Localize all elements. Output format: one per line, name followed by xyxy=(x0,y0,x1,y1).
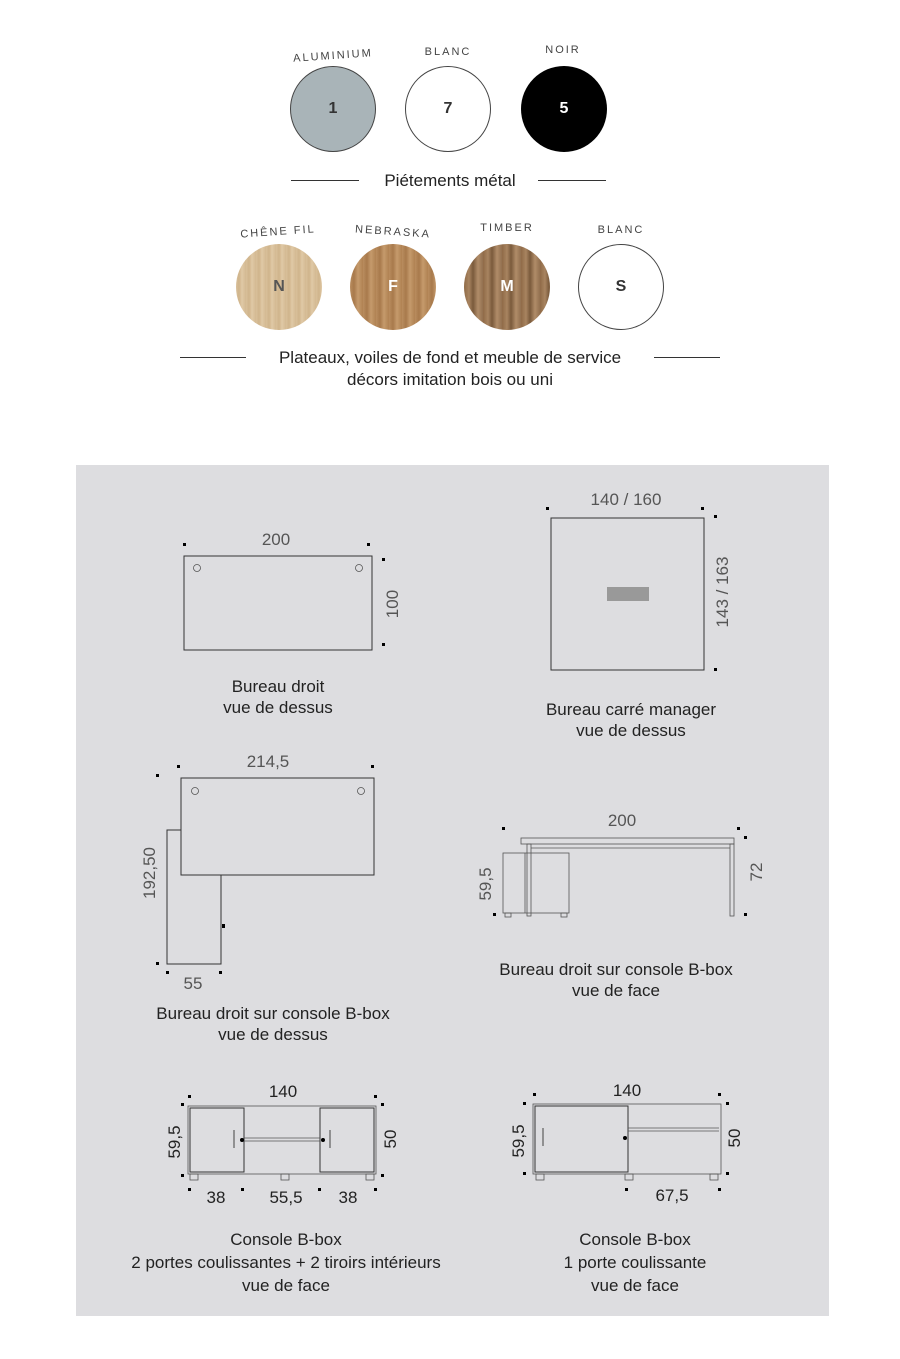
bbox1-body xyxy=(533,1104,721,1174)
caption-console-dessus-line1: Bureau droit sur console B-box xyxy=(156,1004,390,1023)
caption-bbox-2portes xyxy=(96,1228,476,1297)
diagram-bbox-1porte xyxy=(509,1081,744,1205)
swatch-label-timber: TIMBER xyxy=(480,222,534,234)
decor-title-line1: Plateaux, voiles de fond et meuble de service xyxy=(278,348,622,367)
caption-bbox-1porte xyxy=(505,1228,765,1297)
caption-bureau-droit-line1: Bureau droit xyxy=(231,677,325,696)
swatch-label-chene-fil: CHÊNE FIL xyxy=(239,223,317,241)
bbox2-height: 59,5 xyxy=(165,1125,184,1159)
bureau-droit-width: 200 xyxy=(261,530,291,549)
swatch-label-blanc-decor: BLANC xyxy=(597,224,645,236)
bbox2-depth: 50 xyxy=(381,1129,400,1149)
diagram-bbox-2portes xyxy=(165,1082,400,1207)
caption-console-dessus-line2: vue de dessus xyxy=(218,1025,328,1044)
cable-tray xyxy=(607,587,649,601)
caption-bureau-carre-line2: vue de dessus xyxy=(576,721,686,740)
console-dessus-width: 214,5 xyxy=(246,752,290,771)
bbox2-width: 140 xyxy=(268,1082,298,1101)
console-face-height-console: 59,5 xyxy=(476,867,495,901)
caption-console-face xyxy=(466,959,766,1001)
swatch-timber[interactable]: M xyxy=(464,244,550,330)
caption-bbox1-line3: vue de face xyxy=(591,1276,679,1295)
cable-port-right xyxy=(356,565,363,572)
caption-bureau-carre-line1: Bureau carré manager xyxy=(545,700,717,719)
bureau-droit-depth: 100 xyxy=(383,589,402,619)
swatch-aluminium[interactable]: 1 xyxy=(290,66,376,152)
swatch-blanc-decor[interactable]: S xyxy=(578,244,664,330)
swatch-label-nebraska: NEBRASKA xyxy=(354,223,432,241)
console-box xyxy=(503,853,569,913)
swatch-chene-fil[interactable]: N xyxy=(236,244,322,330)
caption-bbox2-line2: 2 portes coulissantes + 2 tiroirs intérieurs xyxy=(131,1253,441,1272)
bbox2-left: 38 xyxy=(206,1188,226,1207)
console-dessus-console: 55 xyxy=(183,974,203,993)
caption-bbox1-line2: 1 porte coulissante xyxy=(563,1253,707,1272)
diagram-console-face xyxy=(476,811,766,917)
caption-bureau-droit-line2: vue de dessus xyxy=(223,698,333,717)
diagram-console-dessus xyxy=(140,752,374,993)
bbox2-middle: 55,5 xyxy=(269,1188,303,1207)
console-face-width: 200 xyxy=(607,811,637,830)
bbox2-door-left[interactable] xyxy=(190,1108,244,1172)
bbox1-width: 140 xyxy=(612,1081,642,1100)
console-dessus-depth: 192,50 xyxy=(140,847,159,899)
swatch-blanc-metal[interactable]: 7 xyxy=(405,66,491,152)
desk-plate xyxy=(521,838,734,844)
caption-bbox1-line1: Console B-box xyxy=(579,1230,691,1249)
diagram-bureau-carre xyxy=(546,490,732,671)
bbox1-door[interactable] xyxy=(535,1106,628,1172)
swatch-noir[interactable]: 5 xyxy=(521,66,607,152)
bbox1-right: 67,5 xyxy=(655,1186,689,1205)
console-face-height-desk: 72 xyxy=(747,862,766,882)
caption-console-face-line1: Bureau droit sur console B-box xyxy=(499,960,733,979)
cable-port-left xyxy=(194,565,201,572)
bureau-carre-width: 140 / 160 xyxy=(590,490,662,509)
diagram-bureau-droit xyxy=(183,530,402,650)
swatch-label-noir: NOIR xyxy=(545,44,581,56)
caption-bbox2-line3: vue de face xyxy=(242,1276,330,1295)
bbox1-depth: 50 xyxy=(725,1128,744,1148)
caption-console-dessus xyxy=(123,1003,423,1045)
bbox2-right: 38 xyxy=(338,1188,358,1207)
swatch-nebraska[interactable]: F xyxy=(350,244,436,330)
bbox2-door-right[interactable] xyxy=(320,1108,374,1172)
bureau-droit-top xyxy=(184,556,372,650)
desk-top xyxy=(181,778,374,875)
caption-bbox2-line1: Console B-box xyxy=(230,1230,342,1249)
swatch-label-aluminium: ALUMINIUM xyxy=(292,47,374,65)
bbox1-height: 59,5 xyxy=(509,1124,528,1158)
swatch-label-blanc-metal: BLANC xyxy=(424,46,472,58)
caption-bureau-droit xyxy=(178,676,378,718)
bbox2-body xyxy=(188,1106,376,1174)
caption-console-face-line2: vue de face xyxy=(572,981,660,1000)
caption-bureau-carre xyxy=(511,699,751,741)
decor-title-line2: décors imitation bois ou uni xyxy=(346,370,553,389)
metal-title: Piétements métal xyxy=(384,171,516,190)
bureau-carre-depth: 143 / 163 xyxy=(713,556,732,628)
